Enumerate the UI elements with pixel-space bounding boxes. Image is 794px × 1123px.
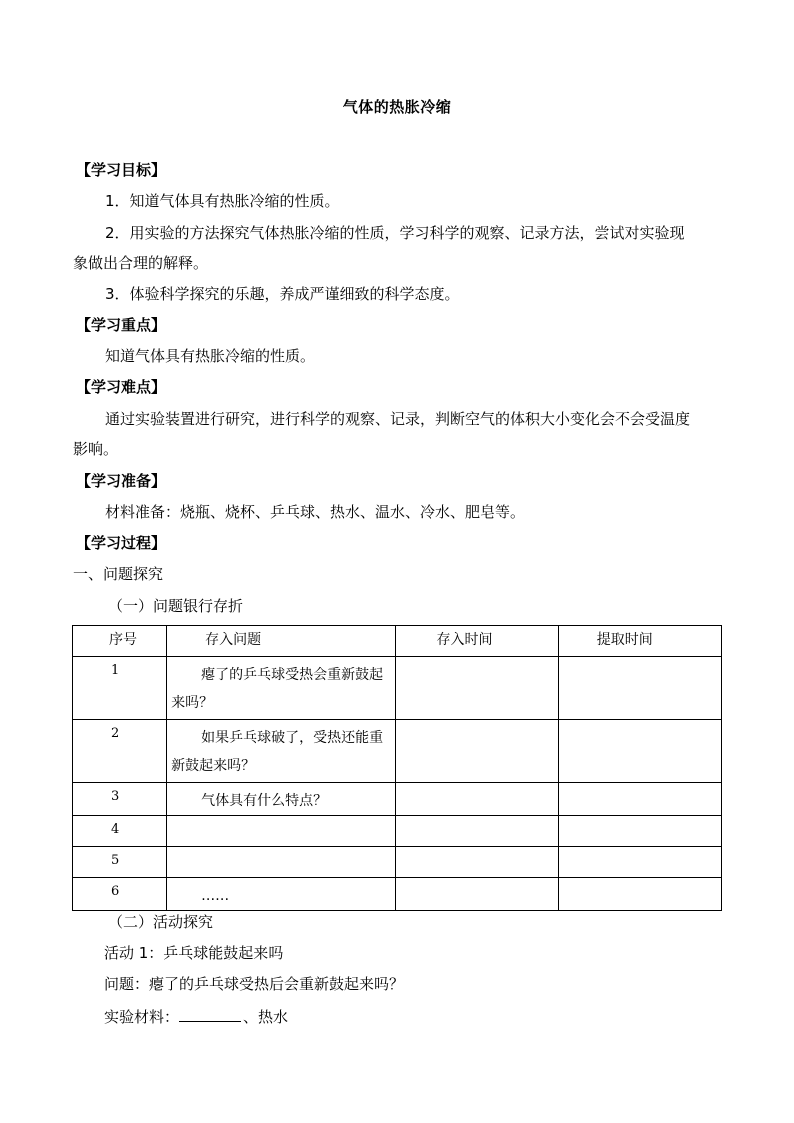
row-number: 1 (111, 663, 120, 678)
header-deposit-time: 存入时间 (436, 632, 493, 648)
table-cell (167, 878, 396, 911)
table-row (73, 816, 722, 847)
activity-inquiry-title: （二）活动探究 (108, 913, 214, 931)
row-question: 瘪了的乒乓球受热会重新鼓起来吗？ (171, 667, 384, 711)
row-question: 如果乒乓球破了，受热还能重新鼓起来吗？ (171, 730, 384, 774)
table-header-row (73, 626, 722, 657)
table-cell (73, 720, 167, 783)
goal-item-2-line2: 象做出合理的解释。 (73, 254, 209, 272)
table-row (73, 878, 722, 911)
table-cell (73, 783, 167, 816)
row-question (167, 816, 395, 820)
row-number: 2 (111, 726, 120, 741)
table-cell (558, 878, 721, 911)
header-withdraw-time: 提取时间 (596, 632, 653, 648)
difficulties-line2: 影响。 (73, 440, 119, 458)
table-cell (167, 816, 396, 847)
materials-blank[interactable] (179, 1006, 241, 1022)
table-cell (167, 720, 396, 783)
preparation-text: 材料准备：烧瓶、烧杯、乒乓球、热水、温水、冷水、肥皂等。 (105, 503, 526, 521)
key-points-text: 知道气体具有热胀冷缩的性质。 (105, 347, 316, 365)
table-row (73, 720, 722, 783)
header-cell (396, 626, 558, 657)
table-row (73, 657, 722, 720)
key-points-heading: 【学习重点】 (76, 316, 167, 334)
goal-item-1: 1．知道气体具有热胀冷缩的性质。 (105, 192, 340, 210)
materials-label: 实验材料： (104, 1008, 180, 1026)
table-cell (167, 847, 396, 878)
header-cell (558, 626, 721, 657)
table-cell (396, 816, 558, 847)
table-cell (558, 783, 721, 816)
materials-suffix: 、热水 (243, 1008, 289, 1026)
process-heading: 【学习过程】 (76, 534, 167, 552)
problem-inquiry-title: 一、问题探究 (73, 565, 164, 583)
table-cell (558, 816, 721, 847)
table-cell (558, 720, 721, 783)
row-number: 4 (111, 822, 120, 837)
table-row (73, 847, 722, 878)
table-cell (558, 847, 721, 878)
experiment-materials (104, 1006, 288, 1027)
table-cell (396, 847, 558, 878)
row-number: 3 (111, 789, 120, 804)
difficulties-line1: 通过实验装置进行研究，进行科学的观察、记录，判断空气的体积大小变化会不会受温度 (105, 410, 691, 428)
activity-question: 问题：瘪了的乒乓球受热后会重新鼓起来吗？ (104, 975, 405, 993)
row-question: 气体具有什么特点？ (201, 793, 328, 809)
header-cell (167, 626, 396, 657)
table-cell (167, 657, 396, 720)
row-question: …… (201, 888, 230, 904)
document-title: 气体的热胀冷缩 (342, 98, 452, 116)
goal-item-3: 3．体验科学探究的乐趣，养成严谨细致的科学态度。 (105, 285, 460, 303)
header-cell (73, 626, 167, 657)
row-number: 5 (111, 853, 120, 868)
table-cell (73, 878, 167, 911)
activity-1-title: 活动 1：乒乓球能鼓起来吗 (104, 944, 284, 962)
difficulties-heading: 【学习难点】 (76, 378, 167, 396)
table-row (73, 783, 722, 816)
preparation-heading: 【学习准备】 (76, 472, 167, 490)
goal-item-2-line1: 2．用实验的方法探究气体热胀冷缩的性质，学习科学的观察、记录方法，尝试对实验现 (105, 224, 685, 242)
row-number: 6 (111, 884, 120, 899)
row-question (167, 847, 395, 851)
table-cell (167, 783, 396, 816)
table-cell (558, 657, 721, 720)
table-cell (73, 847, 167, 878)
question-bank-title: （一）问题银行存折 (108, 597, 244, 615)
header-seq: 序号 (109, 632, 137, 648)
table-cell (73, 816, 167, 847)
header-question: 存入问题 (205, 632, 262, 648)
question-bank-table (72, 625, 722, 911)
table-cell (396, 783, 558, 816)
table-cell (396, 720, 558, 783)
table-cell (73, 657, 167, 720)
table-cell (396, 657, 558, 720)
goals-heading: 【学习目标】 (76, 161, 167, 179)
table-cell (396, 878, 558, 911)
